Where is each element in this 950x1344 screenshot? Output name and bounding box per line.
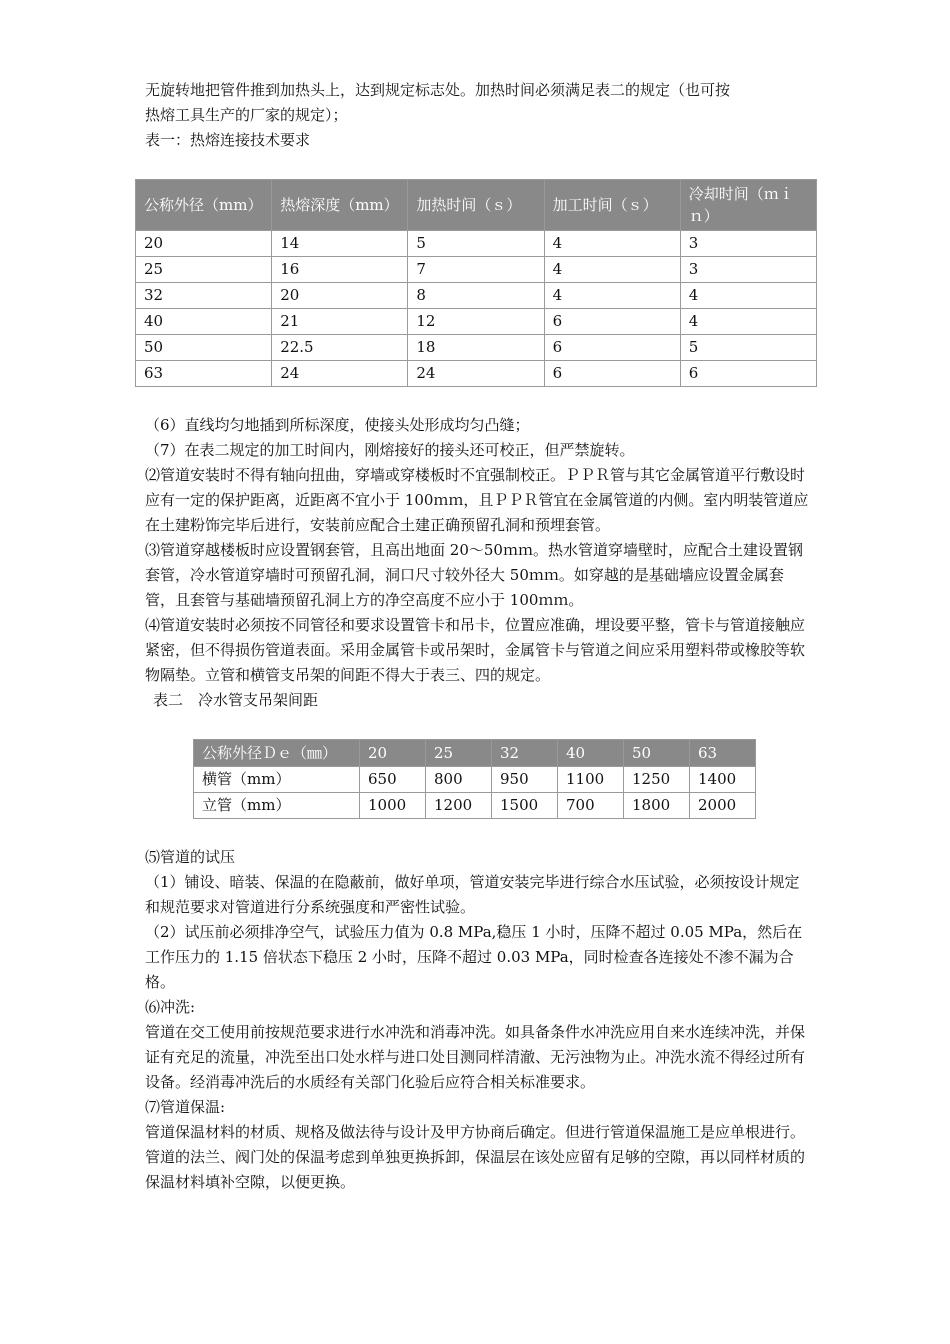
table-cell: 16 <box>272 257 408 283</box>
table-cell: 4 <box>544 231 680 257</box>
table1-header-cell: 公称外径（mm） <box>136 180 272 231</box>
table-cell: 1250 <box>624 767 690 793</box>
table-row <box>136 283 817 309</box>
paragraph-7-body: 管道保温材料的材质、规格及做法待与设计及甲方协商后确定。但进行管道保温施工是应单根进行。管道的法兰、阀门处的保温考虑到单独更换拆卸，保温层在该处应留有足够的空隙，再以同样材质的保温材料填补空隙，以便更换。 <box>145 1123 806 1191</box>
table-cell: 2000 <box>690 793 756 819</box>
table-row <box>136 335 817 361</box>
intro-line-1: 无旋转地把管件推到加热头上，达到规定标志处。加热时间必须满足表二的规定（也可按 <box>145 81 731 99</box>
table-cell: 32 <box>136 283 272 309</box>
table-cell: 1800 <box>624 793 690 819</box>
table-cell: 22.5 <box>272 335 408 361</box>
paragraph-5-1: （1）铺设、暗装、保温的在隐蔽前，做好单项，管道安装完毕进行综合水压试验，必须按设计规定和规范要求对管道进行分系统强度和严密性试验。 <box>145 873 800 916</box>
paragraph-section-4: ⑷管道安装时必须按不同管径和要求设置管卡和吊卡，位置应准确，埋设要平整，管卡与管道接触应紧密，但不得损伤管道表面。采用金属管卡或吊架时，金属管卡与管道之间应采用塑料带或橡胶等软物隔垫。立管和横管支吊架的间距不得大于表三、四的规定。 <box>145 616 806 684</box>
table-cell: 4 <box>680 309 816 335</box>
document-page <box>145 78 810 1195</box>
table-cell: 3 <box>680 231 816 257</box>
table2-header-cell: 25 <box>426 740 492 767</box>
table1-header-row <box>136 180 817 231</box>
table-row <box>136 309 817 335</box>
table-cell: 5 <box>680 335 816 361</box>
section-7-heading: ⑺管道保温: <box>145 1098 226 1116</box>
table-cell: 700 <box>558 793 624 819</box>
paragraph-6-body: 管道在交工使用前按规范要求进行水冲洗和消毒冲洗。如具备条件水冲洗应用自来水连续冲洗，并保证有充足的流量，冲洗至出口处水样与进口处目测同样清澈、无污浊物为止。冲洗水流不得经过所有设备。经消毒冲洗后的水质经有关部门化验后应符合相关标准要求。 <box>145 1023 806 1091</box>
table-cell: 6 <box>544 335 680 361</box>
table2-header-row <box>194 740 756 767</box>
table2-header-cell: 40 <box>558 740 624 767</box>
table-cell: 横管（mm） <box>194 767 360 793</box>
table2-header-cell: 20 <box>360 740 426 767</box>
table2-header-cell: 公称外径Ｄｅ（㎜） <box>194 740 360 767</box>
table-cell: 25 <box>136 257 272 283</box>
table2-caption: 表二 冷水管支吊架间距 <box>153 691 319 709</box>
section-5-heading: ⑸管道的试压 <box>145 848 236 866</box>
table-row <box>194 767 756 793</box>
hot-melt-requirements-table <box>135 179 817 387</box>
table-cell: 20 <box>272 283 408 309</box>
table-cell: 3 <box>680 257 816 283</box>
paragraph-item-6: （6）直线均匀地插到所标深度，使接头处形成均匀凸缝； <box>145 416 530 434</box>
table-cell: 1100 <box>558 767 624 793</box>
table-cell: 1400 <box>690 767 756 793</box>
table2-header-cell: 50 <box>624 740 690 767</box>
table-cell: 24 <box>408 361 544 387</box>
table-row <box>194 793 756 819</box>
table-cell: 6 <box>680 361 816 387</box>
table-cell: 5 <box>408 231 544 257</box>
table-cell: 4 <box>544 283 680 309</box>
table-cell: 20 <box>136 231 272 257</box>
table-cell: 50 <box>136 335 272 361</box>
table-cell: 12 <box>408 309 544 335</box>
table-cell: 立管（mm） <box>194 793 360 819</box>
table-cell: 4 <box>680 283 816 309</box>
table-cell: 650 <box>360 767 426 793</box>
table-cell: 8 <box>408 283 544 309</box>
table1-header-cell: 冷却时间（ｍｉｎ） <box>680 180 816 231</box>
table-cell: 6 <box>544 361 680 387</box>
paragraph-5-2: （2）试压前必须排净空气，试验压力值为 0.8 MPa,稳压 1 小时，压降不超过 0.05 MPa，然后在工作压力的 1.15 倍状态下稳压 2 小时，压降不超过 0.03 MPa，同时检查各连接处不渗不漏为合格。 <box>145 923 803 991</box>
paragraph-section-2: ⑵管道安装时不得有轴向扭曲，穿墙或穿楼板时不宜强制校正。ＰＰＲ管与其它金属管道平行敷设时应有一定的保护距离，近距离不宜小于 100ｍｍ，且ＰＰＲ管宜在金属管道的内侧。室内明装管道应在土建粉饰完毕后进行，安装前应配合土建正确预留孔洞和预埋套管。 <box>145 466 809 534</box>
table-cell: 7 <box>408 257 544 283</box>
table-row <box>136 231 817 257</box>
paragraph-section-3: ⑶管道穿越楼板时应设置钢套管，且高出地面 20～50ｍｍ。热水管道穿墙壁时，应配合土建设置钢套管，冷水管道穿墙时可预留孔洞，洞口尺寸较外径大 50ｍｍ。如穿越的是基础墙应设置金属套管，且套管与基础墙预留孔洞上方的净空高度不应小于 100ｍｍ。 <box>145 541 803 609</box>
table-cell: 4 <box>544 257 680 283</box>
table-cell: 6 <box>544 309 680 335</box>
table2-header-cell: 63 <box>690 740 756 767</box>
table-cell: 1000 <box>360 793 426 819</box>
table-cell: 40 <box>136 309 272 335</box>
table-cell: 24 <box>272 361 408 387</box>
table1-header-cell: 热熔深度（mm） <box>272 180 408 231</box>
table-cell: 63 <box>136 361 272 387</box>
intro-line-2: 热熔工具生产的厂家的规定）； <box>145 106 348 124</box>
table-cell: 14 <box>272 231 408 257</box>
table1-header-cell: 加工时间（ｓ） <box>544 180 680 231</box>
table-cell: 18 <box>408 335 544 361</box>
table-row <box>136 257 817 283</box>
table2-header-cell: 32 <box>492 740 558 767</box>
table-cell: 1500 <box>492 793 558 819</box>
table-cell: 950 <box>492 767 558 793</box>
pipe-support-spacing-table <box>193 739 756 819</box>
paragraph-item-7: （7）在表二规定的加工时间内，刚熔接好的接头还可校正，但严禁旋转。 <box>145 441 635 459</box>
table1-caption: 表一：热熔连接技术要求 <box>145 131 311 149</box>
table-row <box>136 361 817 387</box>
table-cell: 800 <box>426 767 492 793</box>
table1-header-cell: 加热时间（ｓ） <box>408 180 544 231</box>
table-cell: 1200 <box>426 793 492 819</box>
table-cell: 21 <box>272 309 408 335</box>
section-6-heading: ⑹冲洗: <box>145 998 196 1016</box>
